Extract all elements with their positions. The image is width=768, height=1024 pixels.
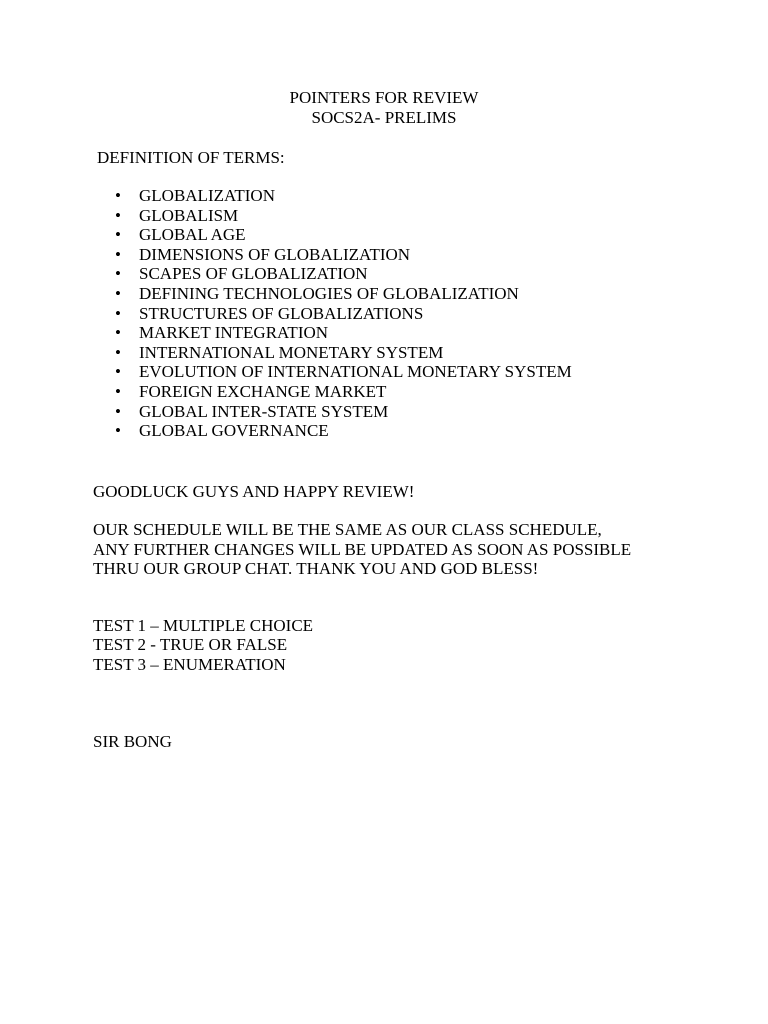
term-text: GLOBAL INTER-STATE SYSTEM	[139, 401, 389, 421]
term-text: GLOBALIZATION	[139, 186, 275, 205]
test-1-line: TEST 1 – MULTIPLE CHOICE	[93, 616, 314, 635]
bullet-icon: •	[115, 205, 121, 225]
signature: SIR BONG	[93, 732, 172, 751]
term-text: DEFINING TECHNOLOGIES OF GLOBALIZATION	[139, 283, 519, 303]
bullet-icon: •	[115, 323, 121, 343]
bullet-icon: •	[115, 264, 121, 284]
bullet-icon: •	[115, 362, 121, 382]
term-text: STRUCTURES OF GLOBALIZATIONS	[139, 303, 424, 323]
definitions-heading: DEFINITION OF TERMS:	[97, 148, 285, 167]
test-3-line: TEST 3 – ENUMERATION	[93, 655, 286, 674]
bullet-icon: •	[115, 244, 121, 264]
term-text: DIMENSIONS OF GLOBALIZATION	[139, 244, 411, 264]
bullet-icon: •	[115, 225, 121, 245]
schedule-line-2: ANY FURTHER CHANGES WILL BE UPDATED AS SOON AS POSSIBLE	[93, 540, 632, 559]
term-text: GLOBAL AGE	[139, 225, 246, 245]
term-text: MARKET INTEGRATION	[139, 323, 329, 343]
term-text: SCAPES OF GLOBALIZATION	[139, 264, 368, 284]
bullet-icon: •	[115, 342, 121, 362]
bullet-icon: •	[115, 303, 121, 323]
bullet-icon: •	[115, 283, 121, 303]
bullet-icon: •	[115, 421, 121, 441]
document-title: POINTERS FOR REVIEW	[289, 88, 479, 107]
term-text: EVOLUTION OF INTERNATIONAL MONETARY SYSTEM	[139, 362, 572, 382]
bullet-icon: •	[115, 186, 121, 205]
test-2-line: TEST 2 - TRUE OR FALSE	[93, 635, 288, 654]
bullet-icon: •	[115, 401, 121, 421]
schedule-line-1: OUR SCHEDULE WILL BE THE SAME AS OUR CLASS SCHEDULE,	[93, 520, 602, 539]
term-text: FOREIGN EXCHANGE MARKET	[139, 381, 387, 401]
goodluck-message: GOODLUCK GUYS AND HAPPY REVIEW!	[93, 482, 415, 501]
schedule-line-3: THRU OUR GROUP CHAT. THANK YOU AND GOD BLESS!	[93, 559, 539, 578]
term-text: GLOBAL GOVERNANCE	[139, 421, 329, 441]
document-subtitle: SOCS2A- PRELIMS	[311, 108, 457, 127]
term-text: INTERNATIONAL MONETARY SYSTEM	[139, 342, 444, 362]
term-text: GLOBALISM	[139, 205, 239, 225]
bullet-icon: •	[115, 381, 121, 401]
